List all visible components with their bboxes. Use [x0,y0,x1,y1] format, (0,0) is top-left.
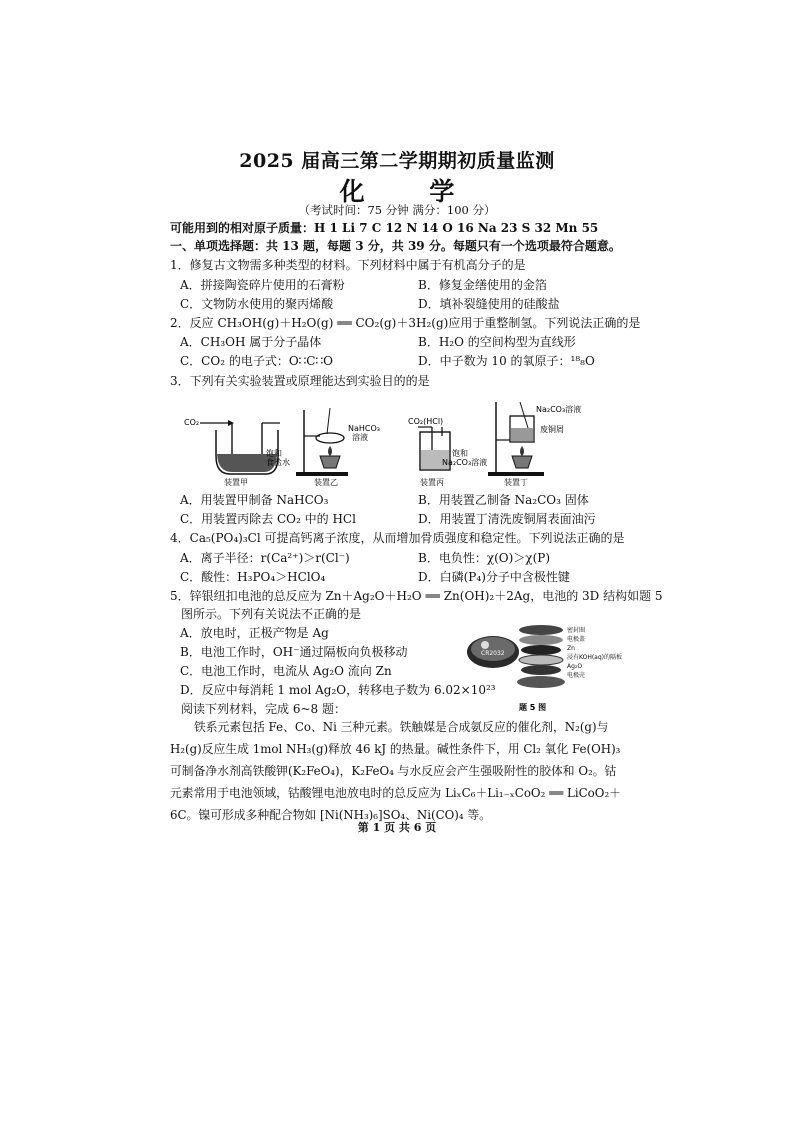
na2co3-sat-2: Na₂CO₃溶液 [442,458,488,467]
apparatus-jia-label: 装置甲 [224,478,248,487]
apparatus-figure [180,398,600,488]
q5-option-c: C．电池工作时，电流从 Ag₂O 流向 Zn [180,664,392,678]
q4-option-c: C．酸性：H₃PO₄＞HClO₄ [180,570,326,584]
q4-option-a: A．离子半径：r(Ca²⁺)＞r(Cl⁻) [180,551,350,565]
layer-label-ag2o: Ag₂O [567,663,583,670]
co2-label: CO₂ [184,418,200,427]
exam-title: 2025 届高三第二学期期初质量监测 [239,150,555,172]
layer-label-shell: 电极壳 [567,672,586,679]
q2-option-a: A．CH₃OH 属于分子晶体 [180,335,322,349]
layer-label-cap: 电极盖 [567,636,586,643]
question-3-stem: 3．下列有关实验装置或原理能达到实验目的的是 [170,374,430,388]
layer-label-separator: 浸有KOH(aq)的隔板 [567,654,623,661]
q1-option-d: D．填补裂缝使用的硅酸盐 [418,297,560,311]
question-4-stem: 4．Ca₅(PO₄)₃Cl 可提高钙离子浓度，从而增加骨质强度和稳定性。下列说法正确的是 [170,531,625,545]
q5-option-a: A．放电时，正极产物是 Ag [180,626,329,640]
q2-option-d: D．中子数为 10 的氧原子：¹⁸₈O [418,354,595,368]
battery-figure [463,622,623,722]
question-5-stem: 5．锌银纽扣电池的总反应为 Zn＋Ag₂O＋H₂O ══ Zn(OH)₂＋2Ag，电池的 3D 结构如题 5 [170,589,663,603]
reading-intro: 阅读下列材料，完成 6~8 题： [181,702,346,716]
brine-label-2: 食盐水 [266,458,290,467]
apparatus-bing-label: 装置丙 [420,478,444,487]
apparatus-jia [184,418,290,487]
question-2-stem: 2．反应 CH₃OH(g)＋H₂O(g) ══ CO₂(g)＋3H₂(g)应用于重整制氢。下列说法正确的是 [170,316,641,330]
page-footer: 第 1 页 共 6 页 [357,821,437,834]
q1-option-b: B．修复金缮使用的金箔 [418,278,547,292]
brand-text: CR2032 [481,650,505,657]
apparatus-yi [296,408,380,487]
q5-option-d: D．反应中每消耗 1 mol Ag₂O，转移电子数为 6.02×10²³ [180,683,496,697]
brine-label-1: 饱和 [266,449,282,458]
q4-option-d: D．白磷(P₄)分子中含极性键 [418,570,570,584]
q4-option-b: B．电负性：χ(O)＞χ(P) [418,551,551,565]
atomic-masses: 可能用到的相对原子质量：H 1 Li 7 C 12 N 14 O 16 Na 23 S 32 Mn 55 [170,221,599,235]
nahco3-label-1: NaHCO₃ [348,424,380,433]
q3-option-a: A．用装置甲制备 NaHCO₃ [180,493,329,507]
question-5-stem-cont: 图所示。下列有关说法不正确的是 [181,607,362,621]
apparatus-ding [488,402,581,487]
q3-option-c: C．用装置丙除去 CO₂ 中的 HCl [180,512,356,526]
co2-hcl-label: CO₂(HCl) [408,417,444,426]
layer-label-seal: 密封圈 [567,627,586,634]
q3-option-d: D．用装置丁清洗废铜屑表面油污 [418,512,596,526]
copper-label: 废铜屑 [540,425,564,434]
q5-option-b: B．电池工作时，OH⁻通过隔板向负极移动 [180,645,408,659]
battery-layers [517,625,565,688]
exam-info: （考试时间：75 分钟 满分：100 分） [298,203,496,217]
apparatus-bing [408,417,487,487]
nahco3-label-2: 溶液 [352,433,368,442]
section-heading: 一、单项选择题：共 13 题，每题 3 分，共 39 分。每题只有一个选项最符合题意。 [170,239,621,253]
q2-option-c: C．CO₂ 的电子式：O∷C∷O [180,354,333,368]
layer-label-zn: Zn [567,645,575,652]
q1-option-c: C．文物防水使用的聚丙烯酸 [180,297,334,311]
q2-option-b: B．H₂O 的空间构型为直线形 [418,335,576,349]
apparatus-ding-label: 装置丁 [504,478,528,487]
question-1-stem: 1．修复古文物需多种类型的材料。下列材料中属于有机高分子的是 [170,258,526,272]
na2co3-sat-1: 饱和 [452,449,468,458]
reading-paragraph: 铁系元素包括 Fe、Co、Ni 三种元素。铁触媒是合成氨反应的催化剂，N₂(g)与 H₂(g)反应生成 1mol NH₃(g)释放 46 kJ 的热量。碱性条件下，用 Cl₂ 氧化 Fe(OH)₃ 可制备净水剂高铁酸钾(K₂FeO₄)，K₂FeO₄ 与水反应会产生强吸附性的胶体和 O₂。钴元素常用于电池领域，钴酸锂电池放电时的总反应为 LiₓC₆＋Li₁₋ₓCoO₂ ══ LiCoO₂＋6C。镍可形成多种配合物如 [Ni(NH₃)₆]SO₄、Ni(CO)₄ 等。 [170,720,621,822]
subject-title: 化 学 [339,177,483,206]
q3-option-b: B．用装置乙制备 Na₂CO₃ 固体 [418,493,589,507]
figure-caption: 题 5 图 [519,703,547,712]
na2co3-sol-label: Na₂CO₃溶液 [536,405,582,414]
apparatus-yi-label: 装置乙 [314,478,338,487]
q1-option-a: A．拼接陶瓷碎片使用的石膏粉 [180,278,345,292]
